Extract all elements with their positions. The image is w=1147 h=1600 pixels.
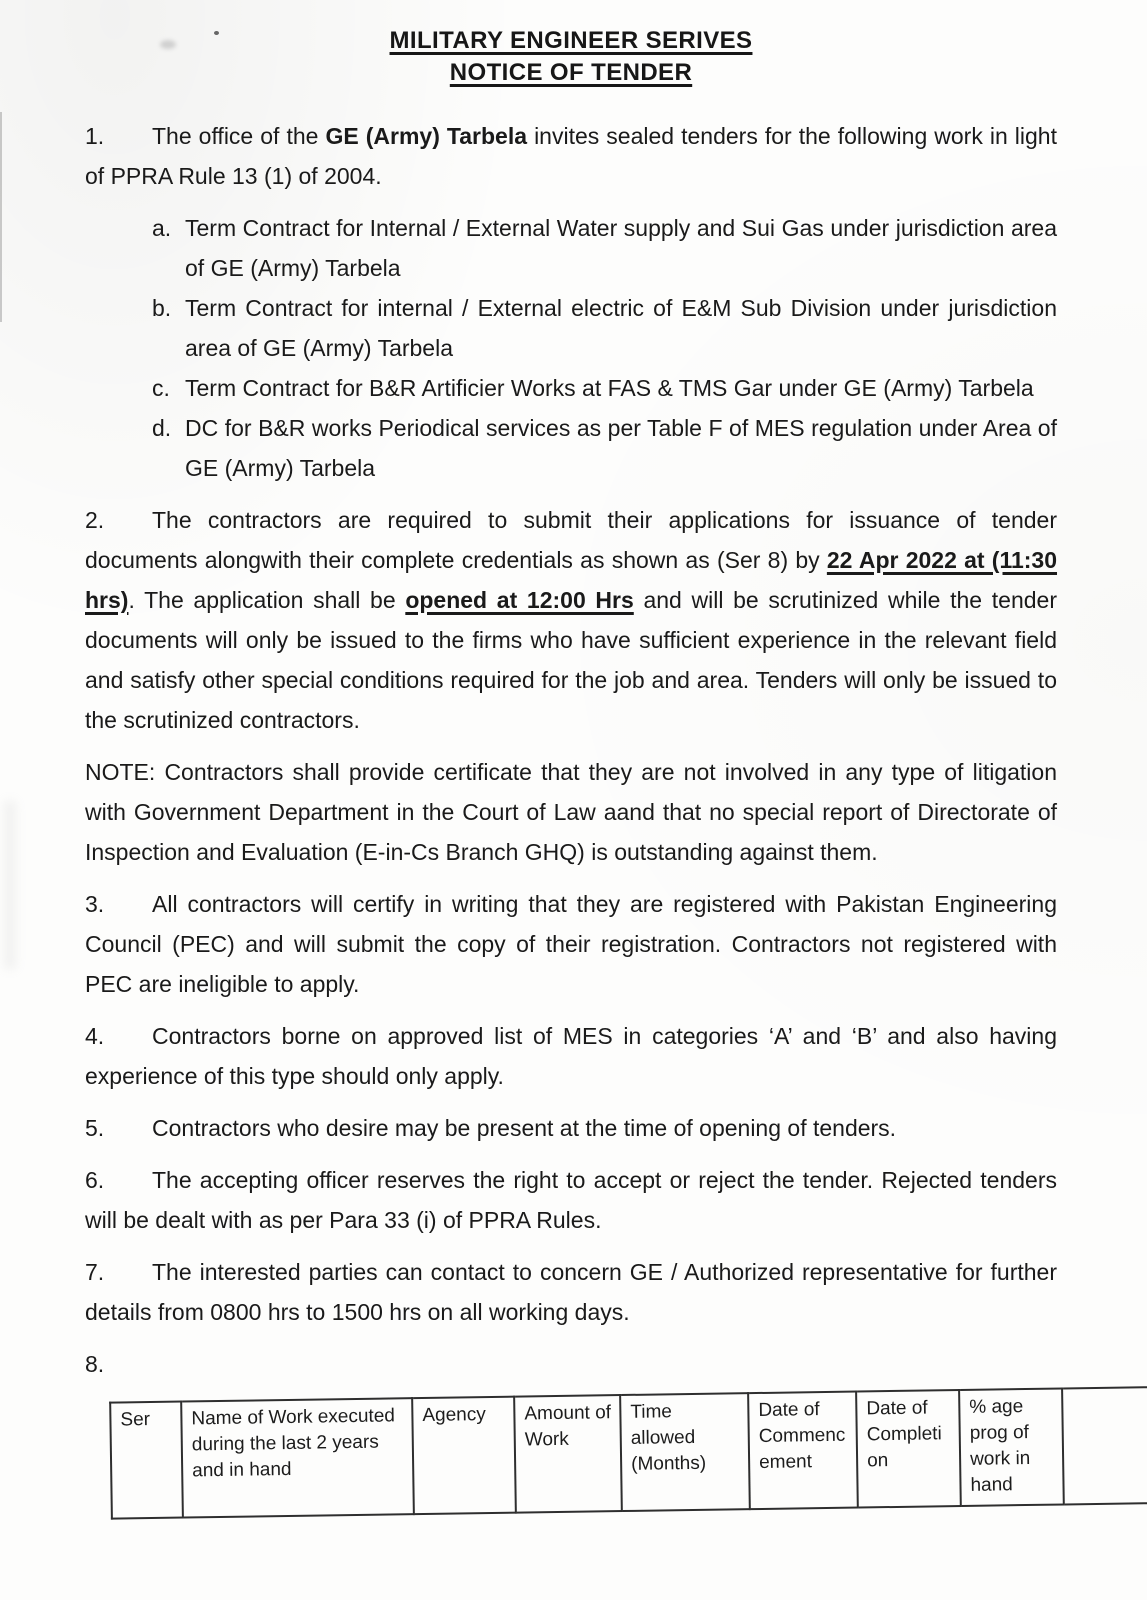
- paragraph-3: [85, 884, 1057, 1004]
- table-header-cell: Ser: [110, 1402, 183, 1519]
- paragraph-8-number: 8.: [85, 1351, 105, 1377]
- paragraph-6-text: The accepting officer reserves the right to accept or reject the tender. Rejected tenders will be dealt with as per Para 33 (i) of PPRA Rules.: [85, 1167, 1057, 1233]
- note-paragraph: [85, 752, 1057, 872]
- list-item-d-letter: d.: [152, 415, 172, 441]
- paragraph-2: [85, 500, 1057, 740]
- paragraph-3-number: 3.: [85, 891, 105, 917]
- table-header-cell: Date of Commencement: [748, 1392, 858, 1510]
- tender-table-wrap: [109, 1388, 1058, 1520]
- tender-table: [109, 1385, 1147, 1519]
- paragraph-1-text: The office of the GE (Army) Tarbela invites sealed tenders for the following work in light of PPRA Rule 13 (1) of 2004.: [85, 123, 1057, 189]
- paragraph-4: [85, 1016, 1057, 1096]
- list-item-c: [85, 368, 1057, 408]
- scan-artifact-edge: [0, 112, 2, 322]
- table-header-cell: Date of Completion: [856, 1390, 961, 1508]
- paragraph-8: [85, 1344, 1057, 1384]
- table-header-cell: Name of Work executed during the last 2 years and in hand: [181, 1398, 414, 1517]
- list-item-c-text: Term Contract for B&R Artificier Works at FAS & TMS Gar under GE (Army) Tarbela: [185, 375, 1034, 401]
- table-header-cell: Amount of Work: [514, 1395, 622, 1513]
- paragraph-5-number: 5.: [85, 1115, 105, 1141]
- paragraph-6: [85, 1160, 1057, 1240]
- document-header: [85, 26, 1057, 90]
- paragraph-5: [85, 1108, 1057, 1148]
- table-header-cell: [1062, 1386, 1147, 1504]
- paragraph-1-number: 1.: [85, 123, 105, 149]
- paragraph-7: [85, 1252, 1057, 1332]
- list-item-d: [85, 408, 1057, 488]
- paragraph-6-number: 6.: [85, 1167, 105, 1193]
- paragraph-4-number: 4.: [85, 1023, 105, 1049]
- paragraph-1: [85, 116, 1057, 196]
- list-item-a-text: Term Contract for Internal / External Water supply and Sui Gas under jurisdiction area of GE (Army) Tarbela: [185, 215, 1057, 281]
- list-item-a-letter: a.: [152, 215, 172, 241]
- list-item-c-letter: c.: [152, 375, 170, 401]
- list-item-b: [85, 288, 1057, 368]
- paragraph-5-text: Contractors who desire may be present at the time of opening of tenders.: [152, 1115, 897, 1141]
- document-title: MILITARY ENGINEER SERIVES: [389, 27, 753, 54]
- table-header-cell: Time allowed (Months): [620, 1393, 750, 1511]
- paragraph-2-number: 2.: [85, 507, 105, 533]
- paragraph-7-number: 7.: [85, 1259, 105, 1285]
- document-subtitle: NOTICE OF TENDER: [449, 59, 693, 86]
- paragraph-7-text: The interested parties can contact to concern GE / Authorized representative for further details from 0800 hrs to 1500 hrs on all working days.: [85, 1259, 1057, 1325]
- paragraph-4-text: Contractors borne on approved list of MES in categories ‘A’ and ‘B’ and also having experience of this type should only apply.: [85, 1023, 1057, 1089]
- table-header-row: [110, 1386, 1147, 1518]
- table-header-cell: % age prog of work in hand: [959, 1388, 1064, 1506]
- paragraph-2-text: The contractors are required to submit their applications for issuance of tender documents alongwith their complete credentials as shown as (Ser 8) by 22 Apr 2022 at (11:30 hrs). The application shall be opened at 12:00 Hrs and will be scrutinized while the tender documents will only be issued to the firms who have sufficient experience in the relevant field and satisfy other special conditions required for the job and area. Tenders will only be issued to the scrutinized contractors.: [85, 507, 1058, 733]
- paragraph-3-text: All contractors will certify in writing that they are registered with Pakistan Engineering Council (PEC) and will submit the copy of their registration. Contractors not registered with PEC are ineligible to apply.: [85, 891, 1057, 997]
- table-header-cell: Agency: [412, 1397, 516, 1515]
- note-paragraph-text: NOTE: Contractors shall provide certificate that they are not involved in any type of litigation with Government Department in the Court of Law aand that no special report of Directorate of Inspection and Evaluation (E-in-Cs Branch GHQ) is outstanding against them.: [85, 759, 1057, 865]
- list-item-b-letter: b.: [152, 295, 172, 321]
- list-item-b-text: Term Contract for internal / External electric of E&M Sub Division under jurisdiction area of GE (Army) Tarbela: [185, 295, 1057, 361]
- list-item-a: [85, 208, 1057, 288]
- scan-artifact-blob: [4, 800, 16, 970]
- work-items-list: [85, 208, 1057, 488]
- list-item-d-text: DC for B&R works Periodical services as per Table F of MES regulation under Area of GE (Army) Tarbela: [185, 415, 1057, 481]
